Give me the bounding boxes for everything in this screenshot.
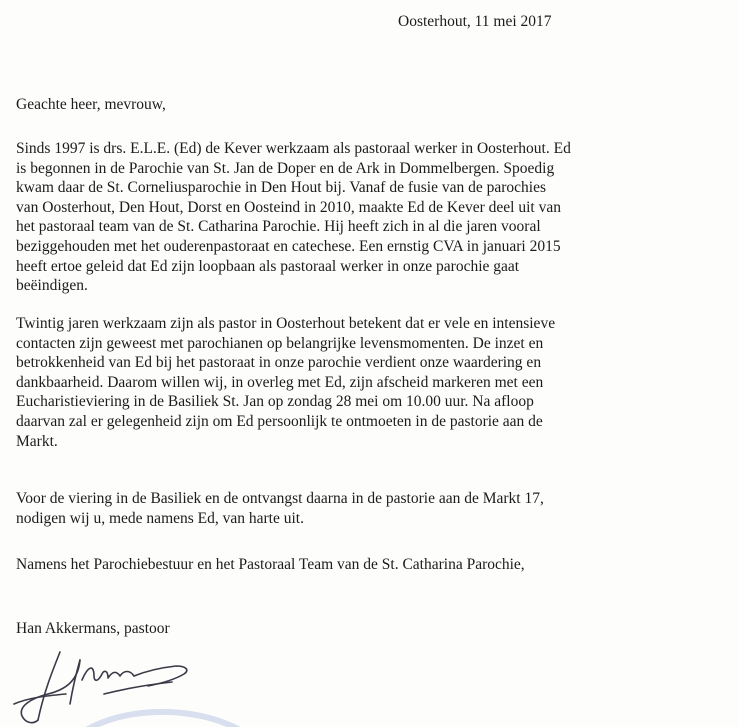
paragraph-line: het pastoraal team van de St. Catharina Parochie. Hij heeft zich in al die jaren vooral — [16, 218, 541, 236]
paragraph-line: Twintig jaren werkzaam zijn als pastor in Oosterhout betekent dat er vele en intensieve — [16, 315, 556, 332]
paragraph-line: beëindigen. — [16, 277, 88, 295]
paragraph-line: Sinds 1997 is drs. E.L.E. (Ed) de Kever werkzaam als pastoraal werker in Oosterhout. Ed — [16, 140, 571, 157]
paragraph-line: is begonnen in de Parochie van St. Jan de Doper en de Ark in Dommelbergen. Spoedig — [16, 159, 555, 177]
paragraph-line: Eucharistieviering in de Basiliek St. Jan op zondag 28 mei om 10.00 uur. Na afloop — [16, 393, 534, 411]
paragraph-line: Markt. — [16, 432, 58, 450]
letter-dateline: Oosterhout, 11 mei 2017 — [398, 13, 552, 30]
letter-paragraph-1 — [16, 139, 726, 296]
paragraph-line: kwam daar de St. Corneliusparochie in Den Hout bij. Vanaf de fusie van de parochies — [16, 179, 547, 197]
paragraph-line: betrokkenheid van Ed bij het pastoraat in onze parochie verdient onze waardering en — [16, 354, 542, 372]
paragraph-line: Voor de viering in de Basiliek en de ontvangst daarna in de pastorie aan de Markt 17, — [16, 490, 544, 507]
paragraph-line: nodigen wij u, mede namens Ed, van harte uit. — [16, 509, 304, 527]
letter-paragraph-2 — [16, 314, 726, 451]
paragraph-line: dankbaarheid. Daarom willen wij, in overleg met Ed, zijn afscheid markeren met een — [16, 373, 544, 391]
signature-mark — [8, 642, 208, 727]
paragraph-line: van Oosterhout, Den Hout, Dorst en Oosteind in 2010, maakte Ed de Kever deel uit van — [16, 198, 561, 216]
letter-signer: Han Akkermans, pastoor — [16, 620, 170, 637]
paragraph-line: heeft ertoe geleid dat Ed zijn loopbaan als pastoraal werker in onze parochie gaat — [16, 257, 520, 275]
letter-salutation: Geachte heer, mevrouw, — [16, 96, 166, 113]
paragraph-line: contacten zijn geweest met parochianen op belangrijke levensmomenten. De inzet en — [16, 334, 544, 352]
letter-paragraph-3 — [16, 489, 726, 528]
paragraph-line: daarvan zal er gelegenheid zijn om Ed persoonlijk te ontmoeten in de pastorie aan de — [16, 412, 543, 430]
paragraph-line: beziggehouden met het ouderenpastoraat en catechese. Een ernstig CVA in januari 2015 — [16, 237, 561, 255]
letter-closing: Namens het Parochiebestuur en het Pastoraal Team van de St. Catharina Parochie, — [16, 556, 525, 573]
